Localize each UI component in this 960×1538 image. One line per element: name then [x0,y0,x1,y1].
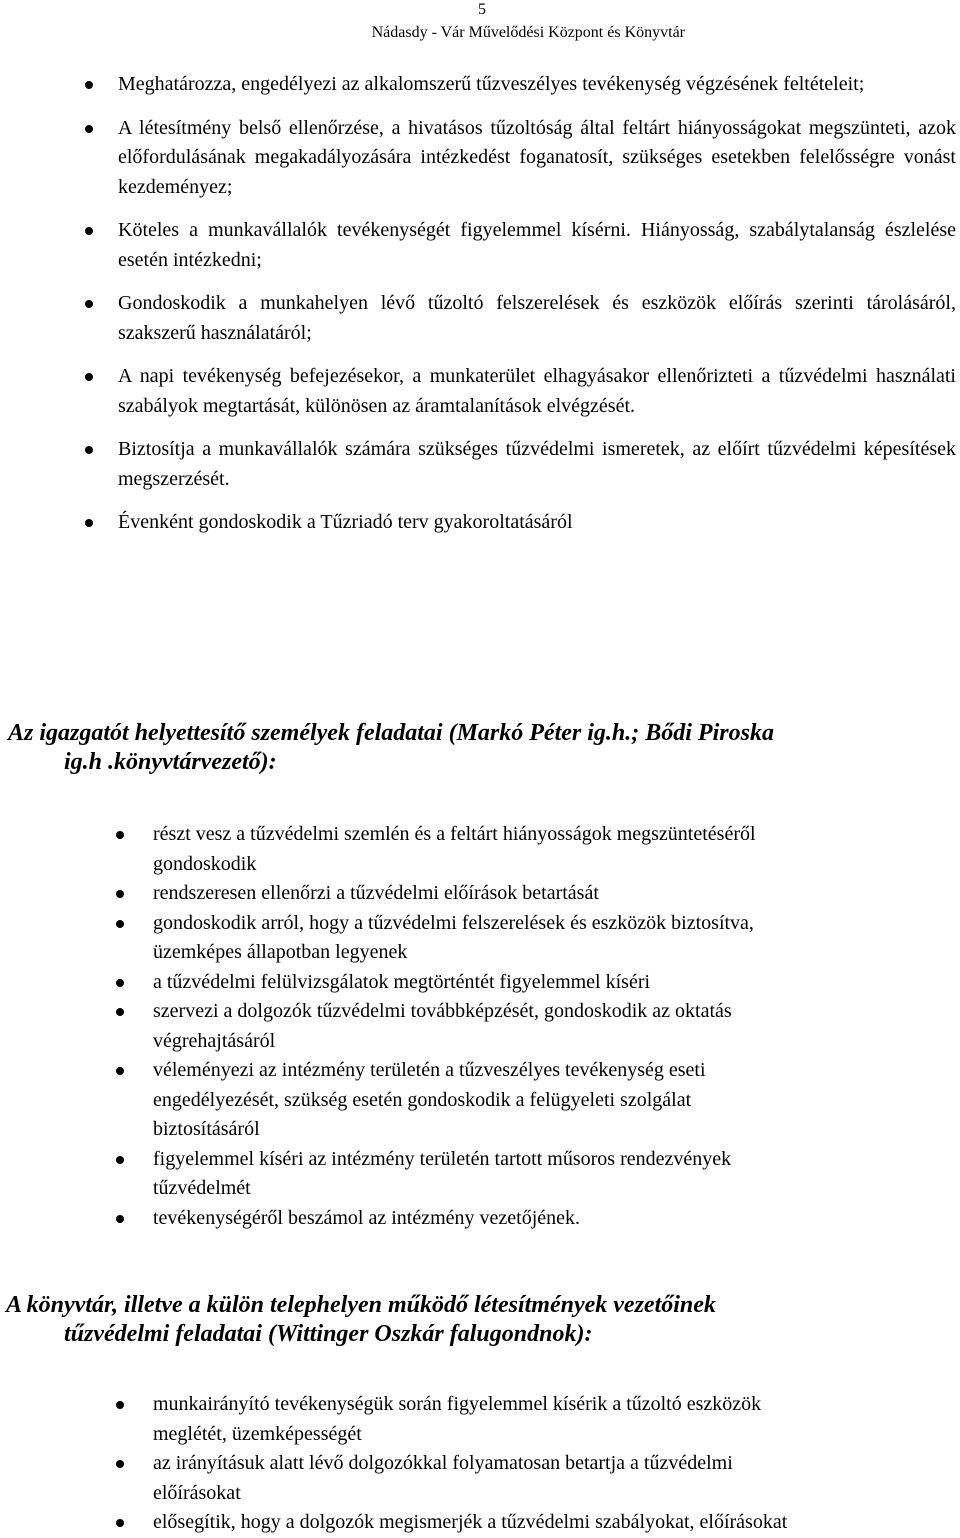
bullet-icon [85,373,93,381]
list-item-line: tűzvédelmét [153,1177,251,1199]
list-item-text: Gondoskodik a munkahelyen lévő tűzoltó felszerelések és eszközök előírás szerinti tárolásáról, szakszerű használatáról; [118,292,956,344]
list-item-line: rendszeresen ellenőrzi a tűzvédelmi előírások betartását [153,882,599,904]
list-item-line: munkairányító tevékenységük során figyelemmel kísérik a tűzoltó eszközök [153,1393,762,1415]
bullet-icon [85,519,93,527]
list-item-text: Biztosítja a munkavállalók számára szükséges tűzvédelmi ismeretek, az előírt tűzvédelmi képesítések megszerzését. [118,438,956,490]
page-number: 5 [478,1,486,18]
list-item-line: végrehajtásáról [153,1029,276,1052]
list-item-line: engedélyezését, szükség esetén gondoskodik a felügyeleti szolgálat [153,1088,692,1111]
list-item-line: biztosításáról [153,1118,260,1140]
list-item-line: gondoskodik arról, hogy a tűzvédelmi felszerelések és eszközök biztosítva, [153,911,754,934]
bullet-icon [116,979,124,987]
list-item-text: Köteles a munkavállalók tevékenységét figyelemmel kísérni. Hiányosság, szabálytalanság észlelése esetén intézkedni; [118,219,956,271]
section-heading-library [6,1291,716,1349]
bullet-icon [116,1215,124,1223]
heading-line: Az igazgatót helyettesítő személyek feladatai (Markó Péter ig.h.; Bődi Piroska [8,720,774,746]
list-item-line: véleményezi az intézmény területén a tűzveszélyes tevékenység eseti [153,1059,706,1081]
library-duties-list [153,1390,953,1538]
heading-line: A könyvtár, illetve a külön telephelyen működő létesítmények vezetőinek [6,1292,716,1318]
list-item-text: Évenként gondoskodik a Tűzriadó terv gyakoroltatásáról [118,511,573,533]
bullet-icon [85,227,93,235]
list-item-line: a tűzvédelmi felülvizsgálatok megtörténtét figyelemmel kíséri [153,970,651,993]
list-item [118,362,956,421]
list-item-line: szervezi a dolgozók tűzvédelmi továbbképzését, gondoskodik az oktatás [153,1000,732,1022]
bullet-icon [116,831,124,839]
list-item [153,1056,943,1145]
bullet-icon [116,1067,124,1075]
bullet-icon [116,1008,124,1016]
list-item-line: meglétét, üzemképességét [153,1422,362,1445]
list-item [153,879,943,909]
list-item-line: előírásokat [153,1481,241,1504]
list-item [118,114,956,203]
list-item [153,1145,943,1204]
list-item-line: az irányításuk alatt lévő dolgozókkal folyamatosan betartja a tűzvédelmi [153,1452,733,1474]
bullet-icon [116,1460,124,1468]
deputies-duties-list [153,820,943,1233]
list-item-line: üzemképes állapotban legyenek [153,941,408,963]
bullet-icon [116,1519,124,1527]
header-title: Nádasdy - Vár Művelődési Központ és Könyvtár [371,24,685,41]
heading-line: ig.h .könyvtárvezető): [64,749,277,775]
list-item-line: gondoskodik [153,852,257,875]
list-item-line: tevékenységéről beszámol az intézmény vezetőjének. [153,1206,581,1229]
list-item [153,1508,953,1538]
list-item-line: részt vesz a tűzvédelmi szemlén és a feltárt hiányosságok megszüntetéséről [153,823,756,845]
list-item-text: A létesítmény belső ellenőrzése, a hivatásos tűzoltóság által feltárt hiányosságokat megszünteti, azok előfordulásának megakadályozására intézkedést foganatosít, szükséges esetekben felelősségre vonást kezdeményez; [118,116,956,198]
section-heading-deputies [8,719,774,777]
list-item [153,1390,953,1449]
list-item [153,909,943,968]
list-item-text: Meghatározza, engedélyezi az alkalomszerű tűzveszélyes tevékenység végzésének feltételeit; [118,73,865,95]
bullet-icon [116,920,124,928]
list-item [153,1449,953,1508]
bullet-icon [116,1156,124,1164]
bullet-icon [116,890,124,898]
list-item-line: figyelemmel kíséri az intézmény területén tartott műsoros rendezvények [153,1147,732,1170]
list-item-text: A napi tevékenység befejezésekor, a munkaterület elhagyásakor ellenőrizteti a tűzvédelmi használati szabályok megtartását, különösen az áramtalanítások elvégzését. [118,365,956,417]
list-item [118,70,956,100]
list-item [118,289,956,348]
list-item [118,216,956,275]
list-item [153,1204,943,1234]
heading-line: tűzvédelmi feladatai (Wittinger Oszkár falugondnok): [64,1321,593,1347]
bullet-icon [85,446,93,454]
bullet-icon [85,125,93,133]
duties-list [118,70,956,552]
list-item-line: elősegítik, hogy a dolgozók megismerjék a tűzvédelmi szabályokat, előírásokat [153,1511,788,1533]
page-header [0,0,960,48]
list-item [153,820,943,879]
list-item [153,968,943,998]
bullet-icon [85,81,93,89]
bullet-icon [85,300,93,308]
list-item [153,997,943,1056]
bullet-icon [116,1401,124,1409]
list-item [118,435,956,494]
list-item [118,508,956,538]
